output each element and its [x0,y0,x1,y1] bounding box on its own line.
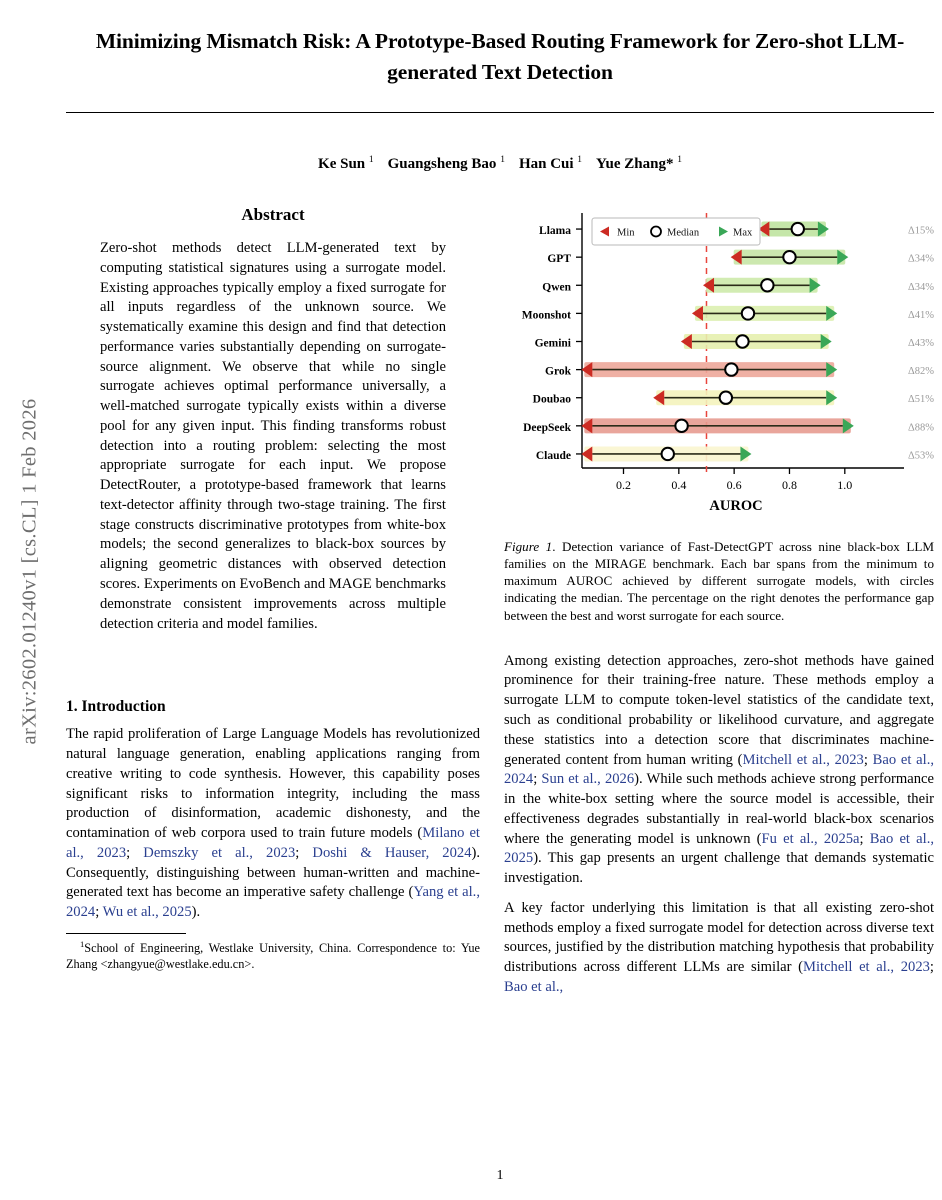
citation-link[interactable]: Doshi & Hauser, 2024 [312,844,472,861]
delta-annotation-qwen: Δ34% [908,281,934,293]
figure-caption-text: . Detection variance of Fast-DetectGPT across nine black-box LLM families on the MIRAGE benchmark. Each bar spans from the minimum to maximum AUROC achieved by different surrogate models, with circles indicating the median. The percentage on the right denotes the performance gap between the best and worst surrogate for each source. [504,539,934,623]
citation-link[interactable]: Bao et al., 2024 [504,751,935,788]
author-name: Yue Zhang* $^1$ [596,155,682,173]
citation-link[interactable]: Demszky et al., 2023 [143,844,296,861]
delta-annotation-deepseek: Δ88% [908,422,934,434]
delta-annotation-doubao: Δ51% [908,394,934,406]
intro-paragraph-3 [504,899,934,998]
intro-paragraph-1 [66,725,480,923]
title-divider [66,112,934,113]
paragraph-text: The rapid proliferation of Large Language Models has revolutionized natural language generation, enabling applications ranging from creative writing to code synthesis. However, this capability poses significant risks to information integrity, including the mass production of disinformation, academic dishonesty, and the contamination of web corpora used to train future models ( [66,726,480,842]
delta-annotation-claude: Δ53% [908,450,934,462]
category-label-claude: Claude [535,449,571,462]
citation-link[interactable]: Bao et al., [504,978,564,995]
paragraph-text: ). Consequently, distinguishing between human-written and machine-generated text has become an imperative safety challenge ( [66,844,481,901]
author-affiliation-mark: 1 [677,155,682,166]
footnote-divider [66,933,186,934]
citation-link[interactable]: Wu et al., 2025 [102,904,192,921]
x-axis-ticklabel: 1.0 [837,478,853,492]
two-column-body [58,205,942,1008]
paragraph-text: ; [533,771,542,788]
title-block [58,0,942,113]
citation-link[interactable]: Yang et al., 2024 [66,884,480,921]
author-name: Han Cui $^1$ [518,155,583,173]
x-axis-label: AUROC [709,498,763,514]
detection-variance-chart [504,205,934,530]
paragraph-text: ; [295,844,313,861]
delta-annotation-llama: Δ15% [908,225,934,237]
section-heading-introduction: 1. Introduction [66,698,166,716]
author-affiliation-mark: 1 [500,155,505,166]
footnote-block [66,933,480,973]
paragraph-text: A key factor underlying this limitation is that all existing zero-shot methods employ a fixed surrogate model for detection across diverse text sources, justified by the distribution matching hypothesis that probability distributions across different LLMs are similar ( [504,899,934,976]
x-axis-ticklabel: 0.4 [671,478,687,492]
left-column [66,205,480,1008]
delta-annotation-moonshot: Δ41% [908,309,934,321]
paper-page [58,0,942,1200]
paragraph-text: Among existing detection approaches, zero-shot methods have gained prominence for their training-free nature. These methods employ a surrogate LLM to compute token-level statistics of the candidate text, such as conditional probability or likelihood curvature, and aggregate these statistics into a detection score that discriminates machine-generated content from human writing ( [504,652,934,768]
author-name: Guangsheng Bao $^1$ [387,155,505,173]
category-label-moonshot: Moonshot [521,309,571,322]
author-name: Ke Sun $^1$ [318,155,374,173]
citation-link[interactable]: Fu et al., 2025a [761,830,860,847]
category-label-doubao: Doubao [532,393,571,406]
footnote-mark: 1 [80,938,85,949]
paragraph-text: ; [95,904,103,921]
x-axis-ticklabel: 0.6 [726,478,742,492]
median-marker-moonshot [742,307,754,319]
median-marker-llama [792,223,804,235]
legend-label-max: Max [733,227,753,239]
legend-median-icon [651,227,661,237]
author-list [58,155,942,173]
category-label-grok: Grok [545,365,571,378]
paragraph-text: ; [859,830,870,847]
legend-label-min: Min [617,227,635,239]
figure-label: Figure 1 [504,539,553,554]
chart-legend [592,218,760,245]
paragraph-text: ). [191,904,201,921]
arxiv-stamp-text: arXiv:2602.01240v1 [cs.CL] 1 Feb 2026 [18,398,41,745]
median-marker-claude [662,448,674,460]
page-number: 1 [496,1168,504,1183]
chart-container [504,205,934,530]
median-marker-gemini [736,335,748,347]
median-marker-gpt [783,251,795,263]
category-label-llama: Llama [539,225,571,238]
category-label-qwen: Qwen [542,281,571,294]
median-marker-qwen [761,279,773,291]
right-column [504,205,934,1008]
figure-1 [504,205,934,624]
footnote-body: School of Engineering, Westlake University, China. Correspondence to: Yue Zhang <zhangyue@westlake.edu.cn>. [66,941,480,972]
median-marker-doubao [720,392,732,404]
category-label-gemini: Gemini [534,337,571,350]
intro-paragraph-2 [504,652,934,889]
paragraph-text: ). This gap presents an urgent challenge that demands systematic investigation. [504,850,934,887]
page-title: Minimizing Mismatch Risk: A Prototype-Based Routing Framework for Zero-shot LLM-generated Text Detection [95,29,905,85]
paragraph-text: ; [126,844,144,861]
figure-caption [504,538,934,624]
citation-link[interactable]: Mitchell et al., 2023 [802,959,930,976]
abstract-text: Zero-shot methods detect LLM-generated text by computing statistical signatures using a surrogate model. Existing approaches typically employ a fixed surrogate for all inputs regardless of the unknown source. We systematically examine this design and find that detection performance varies substantially depending on surrogate-source alignment. We observe that while no single surrogate achieves optimal performance universally, a well-matched surrogate typically exists within a diverse pool for any given input. This finding transforms robust detection into a routing problem: selecting the most appropriate surrogate for each input. We propose DetectRouter, a prototype-based framework that learns text-detector affinity through two-stage training. The first stage constructs discriminative prototypes from white-box models; the second generalizes to black-box sources by aligning geometric distances with observed detection scores. Experiments on EvoBench and MAGE benchmarks demonstrate consistent improvements across multiple detection criteria and model families. [100,240,446,632]
x-axis-ticklabel: 0.2 [615,478,631,492]
category-label-deepseek: DeepSeek [523,421,571,434]
author-affiliation-mark: 1 [577,155,583,166]
citation-link[interactable]: Bao et al., 2025 [504,830,934,867]
citation-link[interactable]: Milano et al., 2023 [66,825,480,861]
x-axis-ticklabel: 0.8 [781,478,797,492]
paragraph-text: ; [929,959,934,976]
legend-label-median: Median [667,227,700,239]
paragraph-text: ; [863,751,873,768]
delta-annotation-gpt: Δ34% [908,253,934,265]
citation-link[interactable]: Mitchell et al., 2023 [742,751,864,768]
paragraph-text: ). While such methods achieve strong performance in the white-box setting where the source model is accessible, their effectiveness degrades substantially in real-world black-box scenarios where the generating model is unknown ( [504,771,934,847]
abstract-heading: Abstract [241,205,305,224]
footnote-text [66,939,480,973]
citation-link[interactable]: Sun et al., 2026 [541,771,635,788]
author-affiliation-mark: 1 [368,155,374,166]
arxiv-stamp [0,0,58,1200]
median-marker-deepseek [675,420,687,432]
median-marker-grok [725,363,737,375]
category-label-gpt: GPT [547,253,571,266]
delta-annotation-grok: Δ82% [908,366,934,378]
delta-annotation-gemini: Δ43% [908,338,934,349]
